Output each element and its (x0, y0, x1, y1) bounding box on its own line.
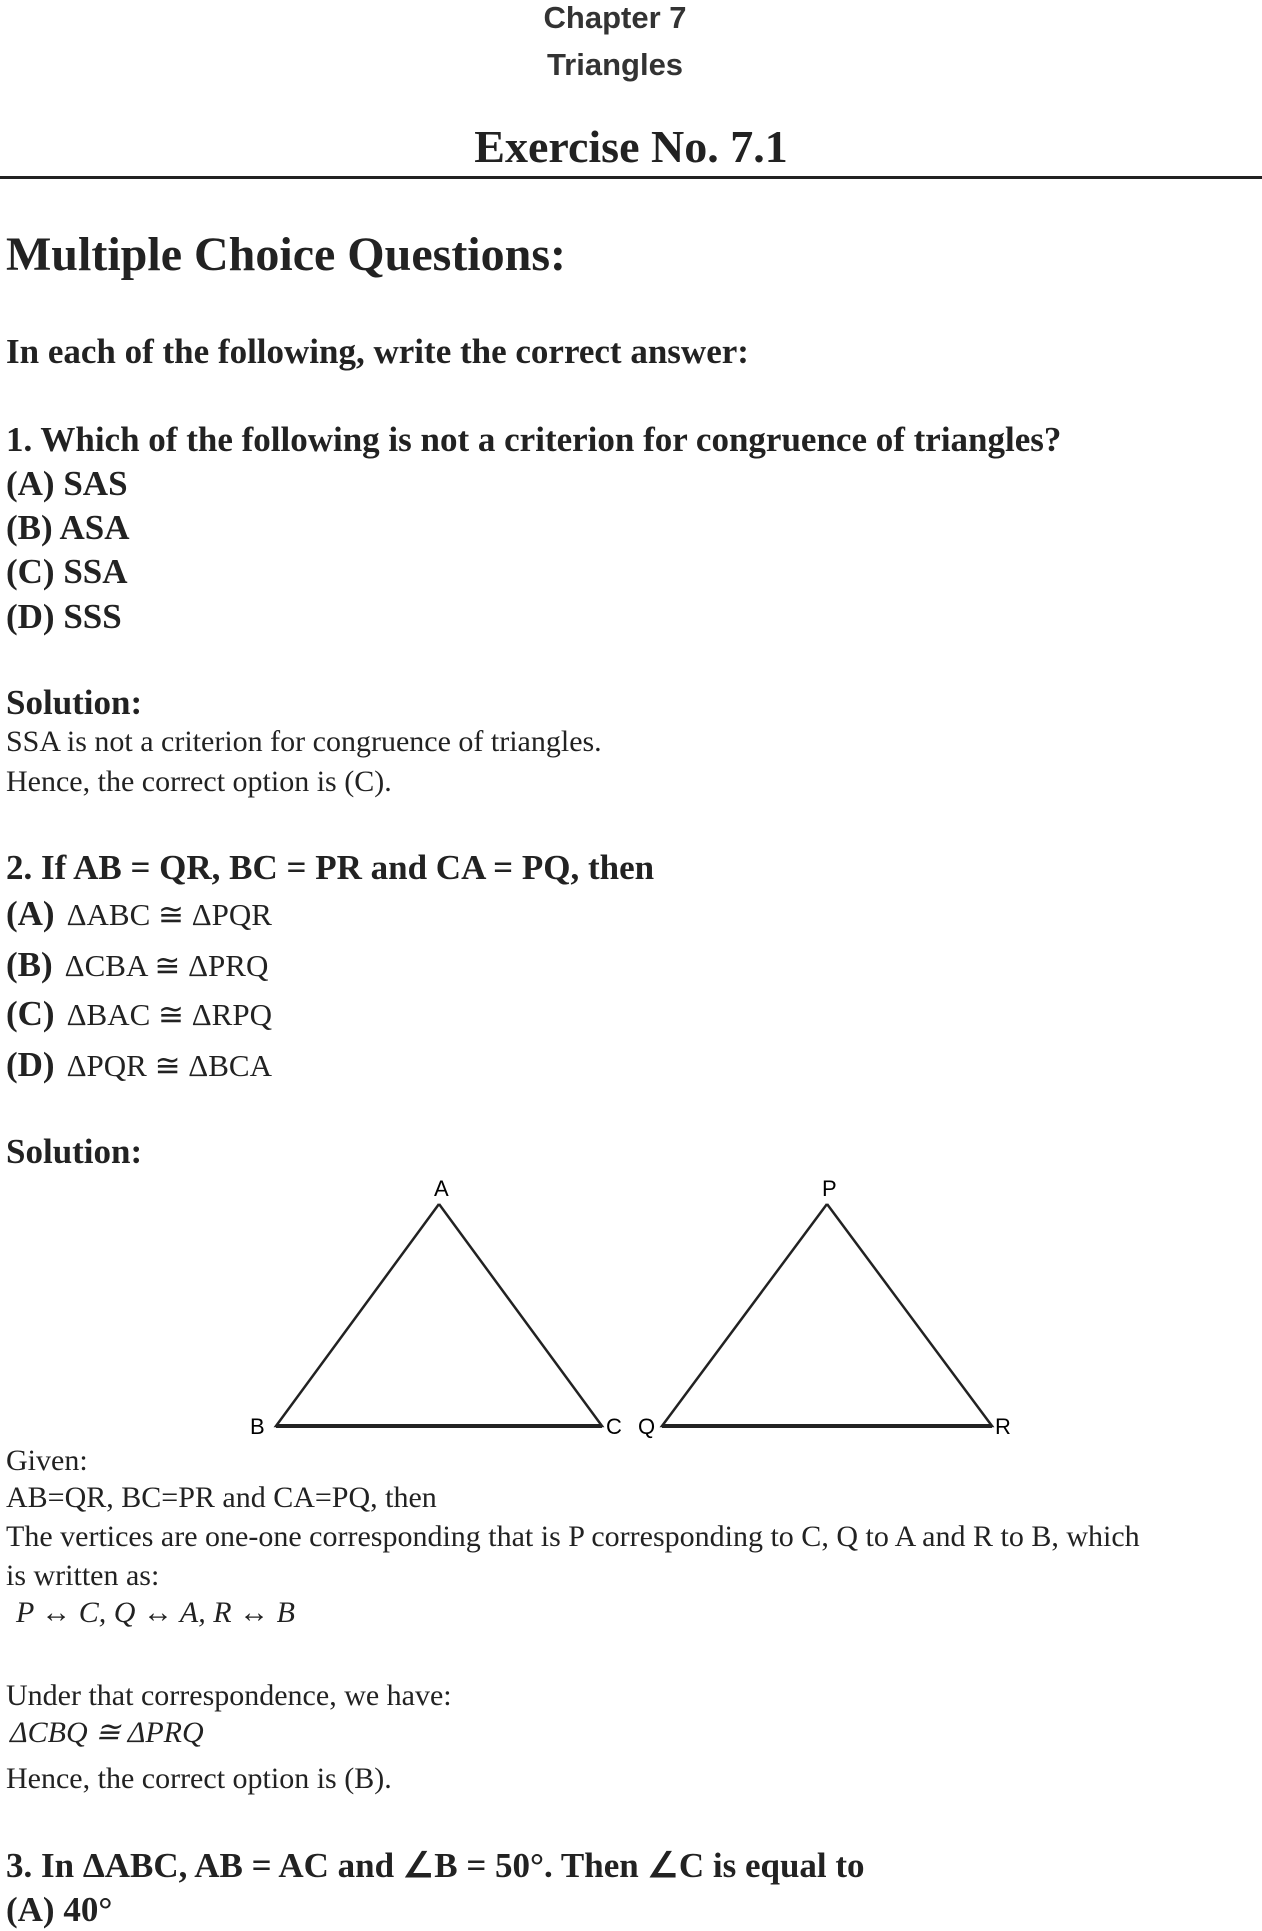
q2-solution-line: Hence, the correct option is (B). (6, 1762, 392, 1795)
q1-option-a: (A) SAS (6, 464, 128, 503)
vertex-label-p: P (822, 1176, 837, 1201)
q2-solution-line: Given: (6, 1444, 88, 1477)
q1-solution-line: Hence, the correct option is (C). (6, 765, 392, 798)
q2-solution-label: Solution: (6, 1132, 143, 1171)
q1-option-b: (B) ASA (6, 508, 130, 547)
q1-solution-line: SSA is not a criterion for congruence of triangles. (6, 725, 602, 758)
vertex-label-c: C (606, 1414, 622, 1439)
option-label: (B) (6, 945, 53, 984)
section-title: Multiple Choice Questions: (6, 228, 566, 281)
question-2: 2. If AB = QR, BC = PR and CA = PQ, then (6, 848, 655, 887)
vertex-label-b: B (250, 1414, 265, 1439)
q2-solution-line: The vertices are one-one corresponding that is P corresponding to C, Q to A and R to B, which (6, 1520, 1140, 1553)
chapter-title: Triangles (546, 47, 684, 82)
q1-option-c: (C) SSA (6, 552, 128, 591)
exercise-title: Exercise No. 7.1 (474, 121, 788, 172)
triangle-abc (276, 1204, 602, 1426)
question-1: 1. Which of the following is not a criterion for congruence of triangles? (6, 420, 1062, 459)
q2-solution-line: is written as: (6, 1559, 160, 1592)
chapter-number: Chapter 7 (543, 0, 687, 35)
option-label: (C) (6, 994, 55, 1033)
q3-option-a: (A) 40° (6, 1890, 113, 1929)
option-text: ΔPQR ≅ ΔBCA (66, 1048, 272, 1083)
vertex-label-r: R (995, 1414, 1011, 1439)
correspondence-formula: P ↔ C, Q ↔ A, R ↔ B (16, 1596, 295, 1629)
option-text: ΔBAC ≅ ΔRPQ (66, 997, 272, 1032)
q2-solution-line: AB=QR, BC=PR and CA=PQ, then (6, 1481, 437, 1514)
vertex-label-q: Q (638, 1414, 656, 1439)
q1-solution-label: Solution: (6, 683, 143, 722)
option-label: (D) (6, 1045, 55, 1084)
triangle-pqr (662, 1204, 992, 1426)
instruction: In each of the following, write the correct answer: (6, 332, 749, 371)
option-label: (A) (6, 894, 55, 933)
q1-option-d: (D) SSS (6, 597, 122, 636)
option-text: ΔCBA ≅ ΔPRQ (64, 948, 269, 983)
option-text: ΔABC ≅ ΔPQR (66, 897, 272, 932)
congruence-formula: ΔCBQ ≅ ΔPRQ (10, 1716, 204, 1749)
q2-solution-line: Under that correspondence, we have: (6, 1679, 452, 1712)
question-3: 3. In ΔABC, AB = AC and ∠B = 50°. Then ∠C is equal to (6, 1846, 865, 1885)
vertex-label-a: A (434, 1176, 449, 1201)
